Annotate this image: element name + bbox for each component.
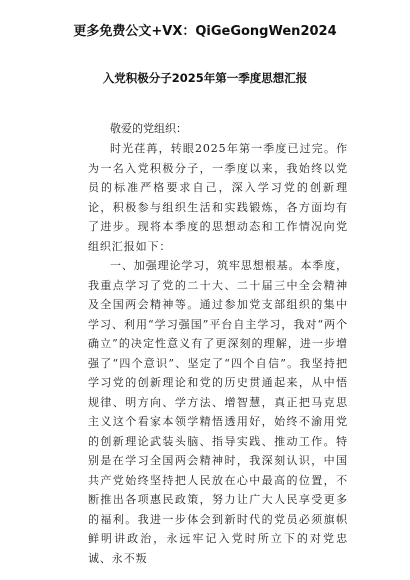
paragraph-intro: 时光荏苒，转眼2025年第一季度已过完。作为一名入党积极分子，一季度以来，我始终以党员的标准严格要求自己，深入学习党的创新理论，积极参与组织生活和实践锻炼，各方面均有了进步。现将本季度的思想动态和工作情况向党组织汇报如下：	[88, 142, 348, 253]
document-title: 入党积极分子2025年第一季度思想汇报	[102, 71, 308, 85]
promo-header: 更多免费公文+VX：QiGeGongWen2024	[73, 24, 337, 39]
paragraph-theory-study: 一、加强理论学习，筑牢思想根基。本季度，我重点学习了党的二十大、二十届三中全会精神及全国两会精神等。通过参加党支部组织的集中学习、利用“学习强国”平台自主学习，我对“两个确立”的决定性意义有了更深刻的理解，进一步增强了“四个意识”、坚定了“四个自信”。我坚持把学习党的创新理论和党的历史贯通起来，从中悟规律、明方向、学方法、增智慧，真正把马克思主义这个看家本领学精悟透用好，始终不渝用党的创新理论武装头脑、指导实践、推动工作。特别是在学习全国两会精神时，我深刻认识，中国共产党始终坚持把人民放在心中最高的位置，不断推出各项惠民政策，努力让广大人民享受更多的福利。我进一步体会到新时代的党员必须旗帜鲜明讲政治，永远牢记入党时所立下的对党忠诚、永不叛	[88, 259, 348, 565]
salutation: 敬爱的党组织：	[110, 122, 187, 135]
document-body	[88, 139, 348, 568]
